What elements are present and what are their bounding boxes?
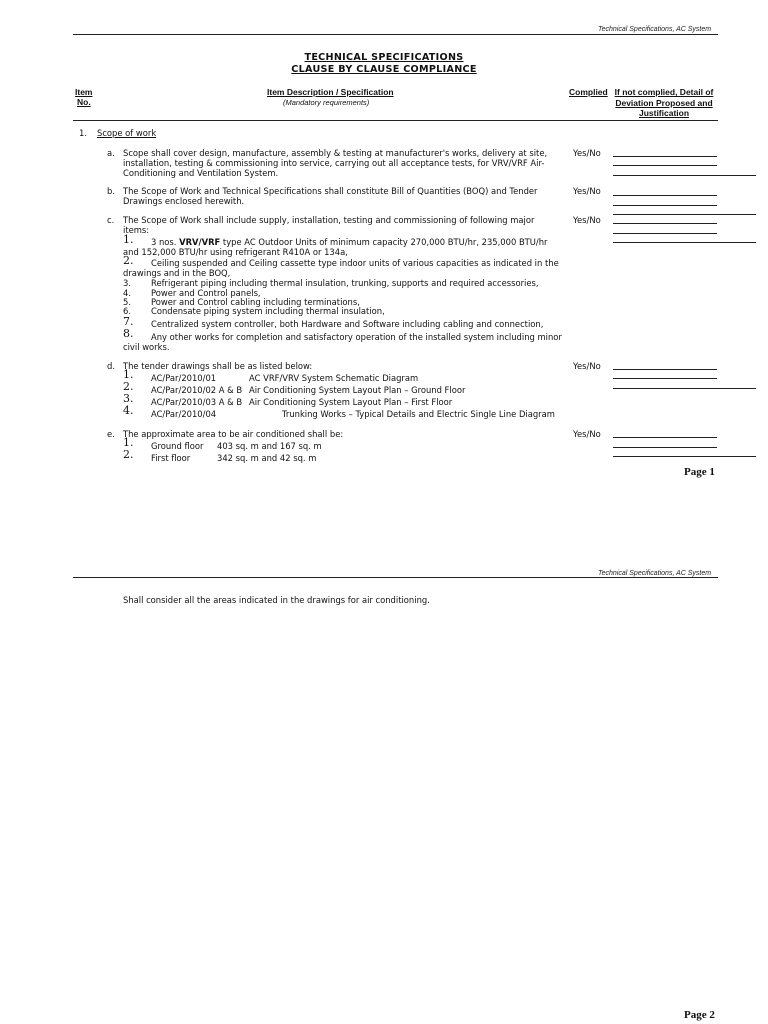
item-b-deviation-line — [613, 195, 717, 196]
item-b-label: b. — [107, 186, 115, 196]
col-header-deviation: If not complied, Detail of Deviation Proposed and Justification — [614, 87, 714, 118]
item-e-deviation-line — [613, 456, 756, 457]
area-floor: First floor — [151, 453, 191, 463]
item-b-complied: Yes/No — [573, 186, 601, 196]
c7-text: Centralized system controller, both Hardware and Software including cabling and connection, — [151, 319, 544, 329]
item-c-deviation-line — [613, 233, 717, 234]
item-a-deviation-line — [613, 175, 756, 176]
item-c-deviation-line — [613, 223, 717, 224]
c7-number: 7. — [123, 315, 134, 328]
item-c-complied: Yes/No — [573, 215, 601, 225]
item-a-complied: Yes/No — [573, 148, 601, 158]
item-d-deviation-line — [613, 388, 756, 389]
c1-number: 1. — [123, 233, 134, 246]
page-number: Page 1 — [684, 466, 715, 478]
item-c-deviation-line — [613, 242, 756, 243]
header-rule — [73, 34, 718, 35]
running-header: Technical Specifications, AC System — [598, 570, 712, 577]
item-a-text: Scope shall cover design, manufacture, assembly & testing at manufacturer's works, delivery at site, installation, testing & commissioning into service, carrying out all acceptance tests, for VRV/VRF Air-Conditioning and Ventilation System. — [123, 148, 548, 178]
c1-line1 — [151, 237, 548, 247]
c8-number: 8. — [123, 327, 134, 340]
item-e-text: The approximate area to be air conditioned shall be: — [123, 429, 344, 439]
drawing-code: AC/Par/2010/02 A & B — [151, 385, 243, 395]
drawing-title: AC VRF/VRV System Schematic Diagram — [249, 373, 419, 383]
section-number: 1. — [79, 128, 87, 138]
running-header: Technical Specifications, AC System — [598, 26, 712, 33]
drawing-number: 3. — [123, 392, 134, 405]
drawing-title: Air Conditioning System Layout Plan – Ground Floor — [249, 385, 466, 395]
page-subtitle: CLAUSE BY CLAUSE COMPLIANCE — [291, 64, 477, 75]
area-floor: Ground floor — [151, 441, 204, 451]
section-title: Scope of work — [97, 128, 157, 138]
c4-number: 4. — [123, 288, 131, 298]
page-title: TECHNICAL SPECIFICATIONS — [304, 52, 464, 63]
item-d-label: d. — [107, 361, 115, 371]
col-header-description-sub: (Mandatory requirements) — [283, 98, 370, 107]
drawing-number: 4. — [123, 404, 134, 417]
area-number: 1. — [123, 436, 134, 449]
c1-line1-bold: VRV/VRF — [179, 237, 221, 247]
body-text: Shall consider all the areas indicated in the drawings for air conditioning. — [123, 595, 430, 605]
col-header-item: Item — [75, 87, 93, 97]
drawing-number: 1. — [123, 368, 134, 381]
c5-number: 5. — [123, 297, 131, 307]
table-header-rule — [73, 120, 718, 121]
item-c-label: c. — [107, 215, 115, 225]
item-e-complied: Yes/No — [573, 429, 601, 439]
c6-number: 6. — [123, 306, 131, 316]
item-c-text: The Scope of Work shall include supply, installation, testing and commissioning of following major items: — [123, 215, 535, 235]
c2-number: 2. — [123, 254, 134, 267]
c1-line1-pre: 3 nos. — [151, 237, 180, 247]
c3-number: 3. — [123, 278, 131, 288]
c1-line1-post: type AC Outdoor Units of minimum capacity 270,000 BTU/hr, 235,000 BTU/hr — [220, 237, 548, 247]
item-c-deviation-line — [613, 214, 756, 215]
col-header-complied: Complied — [569, 87, 608, 97]
drawing-code: AC/Par/2010/04 — [151, 409, 217, 419]
item-a-deviation-line — [613, 165, 717, 166]
item-e-deviation-line — [613, 437, 717, 438]
col-header-description: Item Description / Specification — [267, 87, 394, 97]
drawing-title: Air Conditioning System Layout Plan – First Floor — [249, 397, 453, 407]
item-b-deviation-line — [613, 205, 717, 206]
drawing-code: AC/Par/2010/01 — [151, 373, 217, 383]
c3-text: Refrigerant piping including thermal insulation, trunking, supports and required accessories, — [151, 278, 539, 288]
drawing-title: Trunking Works – Typical Details and Electric Single Line Diagram — [282, 409, 555, 419]
c2-line2: drawings and in the BOQ, — [123, 268, 231, 278]
item-a-deviation-line — [613, 156, 717, 157]
c6-text: Condensate piping system including thermal insulation, — [151, 306, 385, 316]
area-number: 2. — [123, 448, 134, 461]
col-header-no: No. — [77, 97, 91, 107]
c8-line2: civil works. — [123, 342, 170, 352]
c4-text: Power and Control panels, — [151, 288, 261, 298]
item-e-deviation-line — [613, 447, 717, 448]
item-d-text: The tender drawings shall be as listed below: — [123, 361, 313, 371]
page-number: Page 2 — [684, 1009, 715, 1021]
drawing-code: AC/Par/2010/03 A & B — [151, 397, 243, 407]
item-d-complied: Yes/No — [573, 361, 601, 371]
c5-text: Power and Control cabling including terminations, — [151, 297, 360, 307]
area-value: 342 sq. m and 42 sq. m — [217, 453, 317, 463]
c8-line1: Any other works for completion and satisfactory operation of the installed system including minor — [151, 332, 562, 342]
c1-line2: and 152,000 BTU/hr using refrigerant R410A or 134a, — [123, 247, 348, 257]
area-value: 403 sq. m and 167 sq. m — [217, 441, 322, 451]
item-a-label: a. — [107, 148, 115, 158]
drawing-number: 2. — [123, 380, 134, 393]
c2-line1: Ceiling suspended and Ceiling cassette type indoor units of various capacities as indicated in the — [151, 258, 559, 268]
item-b-text: The Scope of Work and Technical Specifications shall constitute Bill of Quantities (BOQ) and Tender Drawings enclosed herewith. — [123, 186, 538, 206]
item-e-label: e. — [107, 429, 115, 439]
item-d-deviation-line — [613, 369, 717, 370]
item-d-deviation-line — [613, 378, 717, 379]
